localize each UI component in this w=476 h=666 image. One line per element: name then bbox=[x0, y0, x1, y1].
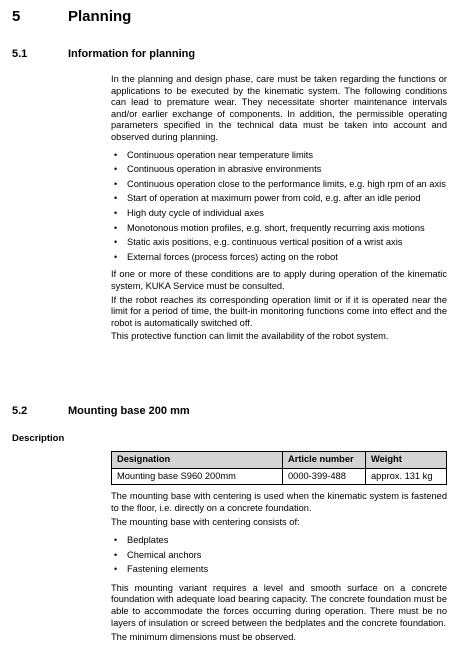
mounting-base-table bbox=[111, 451, 447, 485]
section-5-2-title: Mounting base 200 mm bbox=[68, 405, 190, 417]
usage-paragraph: The mounting base with centering is used when the kinematic system is fastened to the floor, i.e. directly on a concrete foundation. bbox=[111, 491, 447, 513]
list-item: • Continuous operation near temperature limits bbox=[111, 150, 447, 162]
table-cell: approx. 131 kg bbox=[366, 468, 447, 485]
conditions-list bbox=[111, 150, 447, 264]
consult-paragraph: If one or more of these conditions are to apply during operation of the kinematic system, KUKA Service must be consulted. bbox=[111, 269, 447, 291]
description-label: Description bbox=[12, 433, 65, 444]
list-item: • Continuous operation in abrasive environments bbox=[111, 164, 447, 176]
column-header: Article number bbox=[283, 452, 366, 469]
table-row bbox=[112, 468, 447, 485]
components-list bbox=[111, 535, 447, 576]
list-item: • Fastening elements bbox=[111, 564, 447, 576]
chapter-title: Planning bbox=[68, 8, 132, 25]
table-cell: Mounting base S960 200mm bbox=[112, 468, 283, 485]
list-item: • Continuous operation close to the performance limits, e.g. high rpm of an axis bbox=[111, 179, 447, 191]
section-5-1-number: 5.1 bbox=[12, 48, 28, 60]
list-item: • Monotonous motion profiles, e.g. short, frequently recurring axis motions bbox=[111, 223, 447, 235]
consists-of-paragraph: The mounting base with centering consists of: bbox=[111, 517, 300, 528]
chapter-number: 5 bbox=[12, 8, 21, 25]
list-item: • Start of operation at maximum power from cold, e.g. after an idle period bbox=[111, 193, 447, 205]
table-header-row bbox=[112, 452, 447, 469]
table-cell: 0000-399-488 bbox=[283, 468, 366, 485]
section-5-2-body bbox=[111, 451, 447, 644]
protection-paragraph: This protective function can limit the availability of the robot system. bbox=[111, 331, 389, 342]
list-item: • High duty cycle of individual axes bbox=[111, 208, 447, 220]
list-item: • Chemical anchors bbox=[111, 550, 447, 562]
column-header: Weight bbox=[366, 452, 447, 469]
limit-paragraph: If the robot reaches its corresponding operation limit or if it is operated near the limit for a period of time, the built-in monitoring functions come into effect and the robot is automatically switched off. bbox=[111, 294, 447, 328]
intro-paragraph: In the planning and design phase, care must be taken regarding the functions or applications to be executed by the kinematic system. The following conditions can lead to premature wear. They necessitate shorter maintenance intervals and/or earlier exchange of components. In addition, the permissible operating parameters specified in the technical data must be taken into account and observed during planning. bbox=[111, 74, 447, 142]
list-item: • External forces (process forces) acting on the robot bbox=[111, 252, 447, 264]
section-5-2-number: 5.2 bbox=[12, 405, 28, 417]
section-5-1-title: Information for planning bbox=[68, 48, 196, 60]
requirements-paragraph: This mounting variant requires a level and smooth surface on a concrete foundation with adequate load bearing capacity. The concrete foundation must be able to accommodate the forces occurring during operation. There must be no layers of insulation or screed between the bedplates and the concrete foundation. bbox=[111, 582, 447, 628]
column-header: Designation bbox=[112, 452, 283, 469]
list-item: • Static axis positions, e.g. continuous vertical position of a wrist axis bbox=[111, 237, 447, 249]
section-5-1-body bbox=[111, 74, 447, 343]
list-item: • Bedplates bbox=[111, 535, 447, 547]
minimum-dimensions-paragraph: The minimum dimensions must be observed. bbox=[111, 632, 296, 643]
